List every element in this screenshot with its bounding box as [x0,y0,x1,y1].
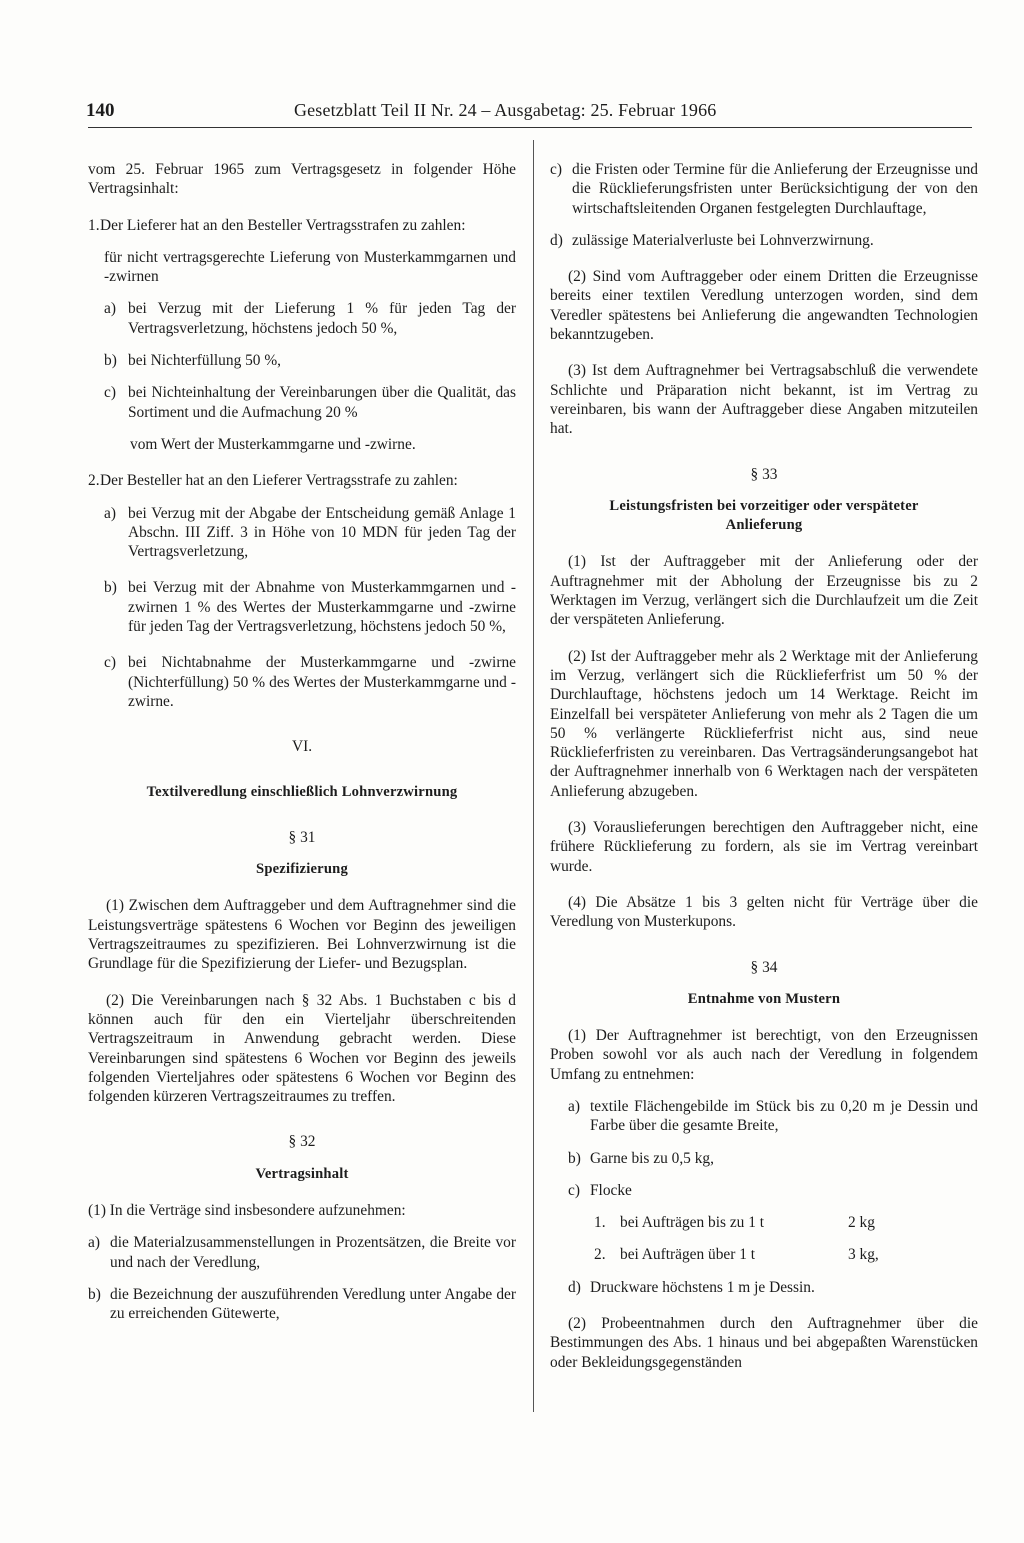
paragraph: (3) Vorauslieferungen berechtigen den Auftraggeber nicht, eine frühere Rücklieferung zu fordern, als sie im Vertrag vereinbart wurde. [550,819,978,875]
list-text: bei Verzug mit der Abnahme von Musterkammgarnen und -zwirnen 1 % des Wertes der Musterkammgarne und -zwirne für jeden Tag der Vertragsverletzung, höchstens jedoch 50 %, [128,579,516,636]
flocke-table [550,1213,978,1265]
flocke-desc: bei Aufträgen bis zu 1 t [620,1214,765,1232]
list-item [88,1233,516,1272]
paragraph: (1) In die Verträge sind insbesondere aufzunehmen: [88,1201,406,1219]
list-text: die Fristen oder Termine für die Anlieferung der Erzeugnisse und die Rücklieferungsfristen unter Berücksichtigung der von den wirtschaftsleitenden Organen festgelegten Durchlauftage, [572,161,978,217]
list-marker: 2. [88,472,100,490]
list-item [550,160,978,218]
list-item [550,1149,978,1168]
list-marker: c) [568,1181,580,1199]
list-item [88,351,516,370]
list-item [550,1097,978,1136]
list-marker: b) [104,579,117,597]
list-marker: c) [104,654,116,672]
flocke-row [550,1213,978,1232]
list-item [88,471,516,490]
section-title: Spezifizierung [256,861,348,878]
flocke-qty: 3 kg, [848,1246,879,1264]
paragraph: (2) Ist der Auftraggeber mehr als 2 Werktage mit der Anlieferung im Verzug, verlängert sich die Rücklieferfrist um 50 % der Durchlauftage, höchstens jedoch um 14 Werktage. Reicht im Einzelfall bei verspäteter Anlieferung von mehr als 2 Tagen die um 50 % verlängerte Rücklieferfrist nicht aus, sind neue Rücklieferfristen zu vereinbaren. Das Vertragsänderungsangebot hat der Auftragnehmer innerhalb von 6 Werktagen nach der verspäteten Anlieferung abzugeben. [550,647,978,800]
part-title: Textilveredlung einschließlich Lohnverzwirnung [146,783,458,800]
paragraph: (3) Ist dem Auftragnehmer bei Vertragsabschluß die verwendete Schlichte und Präparation nicht bekannt, ist im Vertrag zu vereinbaren, bis wann der Auftraggeber diese Angaben mitzuteilen hat. [550,362,978,438]
paragraph: (4) Die Absätze 1 bis 3 gelten nicht für Verträge über die Veredlung von Musterkupons. [550,893,978,931]
list-text: zulässige Materialverluste bei Lohnverzwirnung. [572,231,874,249]
section-title: Vertragsinhalt [255,1165,349,1182]
list-text: bei Nichtabnahme der Musterkammgarne und -zwirne (Nichterfüllung) 50 % des Wertes der Musterkammgarne und -zwirne. [128,654,516,710]
list-item [88,653,516,711]
list-text: Garne bis zu 0,5 kg, [590,1149,714,1167]
sub-paragraph: für nicht vertragsgerechte Lieferung von Musterkammgarnen und -zwirnen [104,248,516,286]
section-number: § 34 [750,958,778,976]
list-text: textile Flächengebilde im Stück bis zu 0,20 m je Dessin und Farbe über die gesamte Breite, [590,1097,978,1135]
page-header [86,100,972,130]
intro-paragraph: vom 25. Februar 1965 zum Vertragsgesetz in folgender Höhe Vertragsinhalt: [88,161,516,198]
list-item [88,504,516,562]
flocke-qty: 2 kg [848,1214,875,1232]
section-number: § 33 [750,465,778,483]
list-text: bei Nichterfüllung 50 %, [128,352,282,370]
list-text: Der Lieferer hat an den Besteller Vertragsstrafen zu zahlen: [100,216,466,234]
list-marker: a) [88,1234,100,1252]
section-title: Leistungsfristen bei vorzeitiger oder verspäteter Anlieferung [609,497,919,534]
flocke-desc: bei Aufträgen über 1 t [620,1246,756,1264]
section-number: § 31 [288,828,316,846]
flocke-row [550,1245,978,1264]
paragraph: (2) Sind vom Auftraggeber oder einem Dritten die Erzeugnisse bereits einer textilen Veredlung unterzogen worden, sind dem Veredler spätestens bei Anlieferung die angewandten Technologien bekanntzugeben. [550,268,978,344]
list-text: bei Nichteinhaltung der Vereinbarungen über die Qualität, das Sortiment und die Aufmachung 20 % [128,384,516,421]
list-marker: b) [88,1285,101,1303]
paragraph: (1) Der Auftragnehmer ist berechtigt, von den Erzeugnissen Proben sowohl vor als auch nach der Veredlung in folgendem Umfang zu entnehmen: [550,1027,978,1083]
list-text: Flocke [590,1181,632,1199]
section-number: § 32 [288,1133,316,1151]
paragraph: (2) Probeentnahmen durch den Auftragnehmer über die Bestimmungen des Abs. 1 hinaus und bei abgepaßten Warenstücken oder Bekleidungsgegenständen [550,1315,978,1371]
list-item [88,578,516,636]
list-text: bei Verzug mit der Abgabe der Entscheidung gemäß Anlage 1 Abschn. III Ziff. 3 in Höhe von 10 MDN für jeden Tag der Vertragsverletzung, [128,504,516,561]
flocke-num: 2. [594,1246,606,1264]
list-item [88,299,516,338]
paragraph: (1) Zwischen dem Auftraggeber und dem Auftragnehmer sind die Leistungsverträge spätestens 6 Wochen vor Beginn des jeweiligen Vertragszeitraumes zu spezifizieren. Bei Lohnverzwirnung ist die Grundlage für die Spezifizierung der Liefer- und Bezugsplan. [88,897,516,973]
section-title: Entnahme von Mustern [687,990,841,1007]
header-rule [88,127,972,128]
running-title: Gesetzblatt Teil II Nr. 24 – Ausgabetag: 25. Februar 1966 [294,100,717,120]
left-column [88,160,516,1323]
list-marker: b) [104,352,117,370]
column-divider [533,140,534,1412]
list-item [550,1278,978,1297]
list-text: die Materialzusammenstellungen in Prozentsätzen, die Breite vor und nach der Veredlung, [110,1234,516,1271]
list-marker: a) [104,300,116,318]
list-item [88,216,516,235]
list-marker: c) [104,384,116,402]
list-marker: 1. [88,216,100,234]
page-number: 140 [86,100,115,121]
paragraph: (2) Die Vereinbarungen nach § 32 Abs. 1 Buchstaben c bis d können auch für den ein Vierteljahr überschreitenden Vertragszeitraum in Anwendung gebracht werden. Diese Vereinbarungen sind spätestens 6 Wochen vor Beginn des jeweils folgenden Vierteljahres oder spätestens 6 Wochen vor Beginn des folgenden kürzeren Vertragszeitraumes zu treffen. [88,991,516,1106]
list-text: bei Verzug mit der Lieferung 1 % für jeden Tag der Vertragsverletzung, höchstens jedoch 50 %, [128,300,516,337]
list-marker: c) [550,161,562,178]
paragraph: (1) Ist der Auftraggeber mit der Anlieferung oder der Auftragnehmer mit der Abholung der Erzeugnisse bis zu 2 Werktagen im Verzug, verlängert sich die Durchlaufzeit um die Zeit der verspäteten Anlieferung. [550,553,978,629]
list-marker: d) [550,231,563,249]
list-marker: a) [568,1097,580,1115]
list-item [88,383,516,422]
list-text: die Bezeichnung der auszuführenden Veredlung unter Angabe der zu erreichenden Gütewerte, [110,1285,516,1323]
list-item [550,231,978,250]
list-text: Der Besteller hat an den Lieferer Vertragsstrafe zu zahlen: [100,472,458,490]
list-text: Druckware höchstens 1 m je Dessin. [590,1278,815,1296]
sub-paragraph: vom Wert der Musterkammgarne und -zwirne. [130,435,416,453]
flocke-num: 1. [594,1214,606,1232]
part-number: VI. [291,738,313,756]
list-item [550,1181,978,1200]
list-marker: d) [568,1278,581,1296]
list-marker: a) [104,504,116,522]
list-marker: b) [568,1149,581,1167]
right-column [550,160,978,1372]
list-item [88,1285,516,1324]
